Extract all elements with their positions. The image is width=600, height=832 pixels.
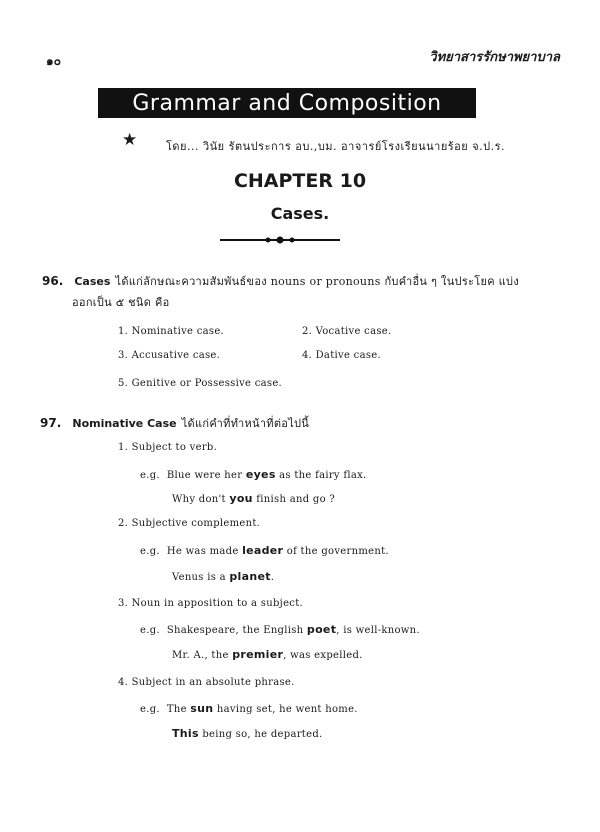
example-keyword: premier	[232, 648, 284, 661]
section-term: Cases	[74, 275, 111, 288]
section-term: Nominative Case	[72, 417, 177, 430]
example-line	[140, 468, 367, 481]
example-text: as the fairy flax.	[275, 470, 367, 481]
ornament-divider-icon	[220, 234, 340, 246]
example-text: .	[270, 572, 275, 583]
example-keyword: eyes	[245, 468, 276, 481]
example-line	[172, 727, 323, 740]
example-text: Venus is a	[172, 572, 230, 583]
example-text: The	[166, 704, 191, 715]
example-text: Why don't	[172, 494, 230, 505]
example-text: Mr. A., the	[172, 650, 233, 661]
example-keyword: This	[172, 727, 199, 740]
example-text: , was expelled.	[283, 650, 363, 661]
section-number: 96.	[42, 274, 64, 288]
example-keyword: poet	[306, 623, 337, 636]
example-text: Blue were her	[166, 470, 246, 481]
case-item-dative: 4. Dative case.	[302, 350, 381, 361]
case-item-accusative: 3. Accusative case.	[118, 350, 221, 361]
section-96-line1	[42, 270, 519, 290]
case-item-nominative: 1. Nominative case.	[118, 326, 225, 337]
example-text: being so, he departed.	[198, 729, 323, 740]
example-line	[140, 544, 389, 557]
example-line	[172, 492, 335, 505]
section-96-line2: ออกเป็น ๕ ชนิด คือ	[72, 296, 170, 309]
rule-item-title: 2. Subjective complement.	[118, 518, 261, 529]
section-number: 97.	[40, 416, 62, 430]
eg-label: e.g.	[140, 625, 160, 636]
example-line	[172, 570, 274, 583]
example-keyword: leader	[242, 544, 284, 557]
rule-item-title: 1. Subject to verb.	[118, 442, 218, 453]
example-line	[140, 702, 358, 715]
eg-label: e.g.	[140, 470, 160, 481]
example-text: , is well-known.	[336, 625, 420, 636]
section-text: ได้แก่ลักษณะความสัมพันธ์ของ nouns or pronouns กับคำอื่น ๆ ในประโยค แบ่ง	[115, 275, 519, 288]
example-keyword: planet	[229, 570, 271, 583]
example-text: He was made	[166, 546, 243, 557]
example-keyword: sun	[190, 702, 214, 715]
example-text: having set, he went home.	[213, 704, 358, 715]
rule-item-title: 3. Noun in apposition to a subject.	[118, 598, 303, 609]
example-text: of the government.	[283, 546, 389, 557]
example-line	[140, 623, 420, 636]
author-byline: โดย... วินัย รัตนประการ อบ.,บม. อาจารย์โรงเรียนนายร้อย จ.ป.ร.	[166, 140, 506, 153]
eg-label: e.g.	[140, 546, 160, 557]
example-text: finish and go ?	[252, 494, 336, 505]
chapter-heading: CHAPTER 10	[233, 170, 367, 192]
star-icon: ★	[122, 130, 138, 150]
section-97-heading	[40, 412, 309, 432]
rule-item-title: 4. Subject in an absolute phrase.	[118, 677, 295, 688]
chapter-subtitle: Cases.	[270, 204, 330, 223]
page-number: ๑๐	[46, 54, 61, 68]
example-text: Shakespeare, the English	[166, 625, 307, 636]
example-line	[172, 648, 363, 661]
eg-label: e.g.	[140, 704, 160, 715]
case-item-genitive: 5. Genitive or Possessive case.	[118, 378, 283, 389]
banner-title: Grammar and Composition	[98, 88, 476, 118]
section-text: ได้แก่คำที่ทำหน้าที่ต่อไปนี้	[181, 417, 310, 430]
journal-title: วิทยาสารรักษาพยาบาล	[429, 50, 560, 65]
case-item-vocative: 2. Vocative case.	[302, 326, 392, 337]
example-keyword: you	[229, 492, 253, 505]
